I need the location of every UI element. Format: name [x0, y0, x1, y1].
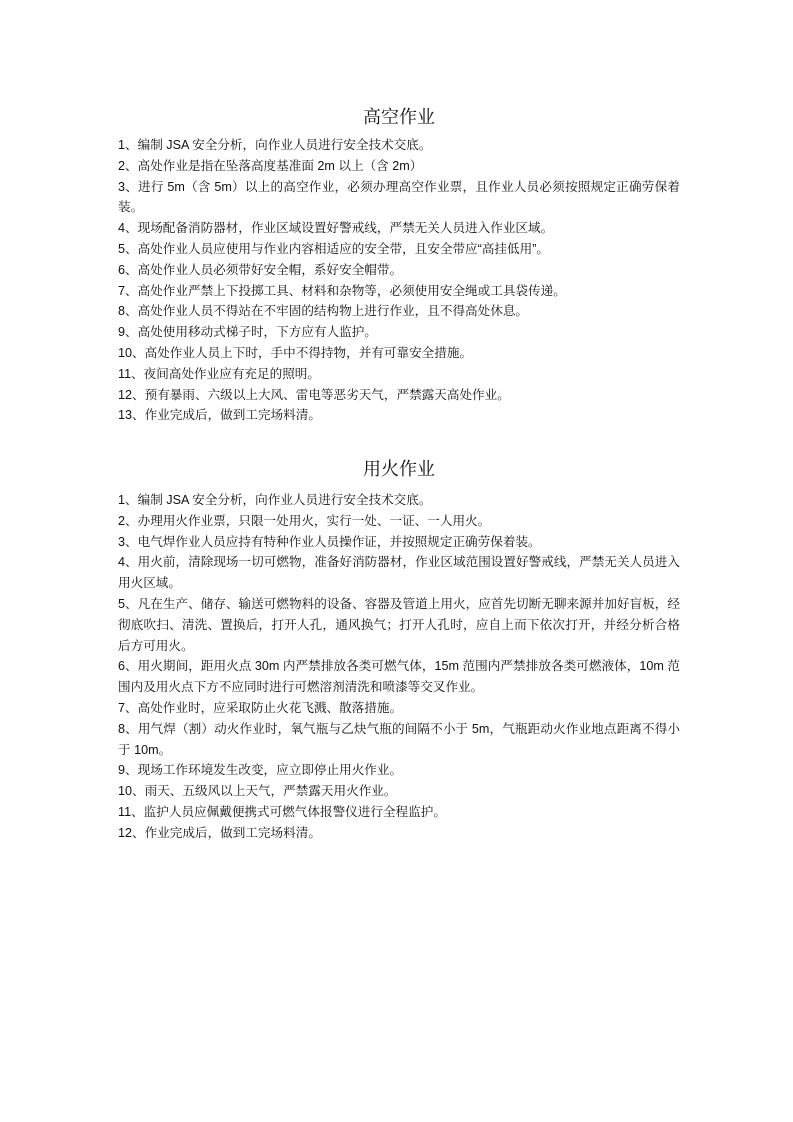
hot-work-list — [118, 490, 680, 844]
list-item: 2、办理用火作业票，只限一处用火，实行一处、一证、一人用火。 — [118, 513, 491, 528]
list-item: 9、高处使用移动式梯子时，下方应有人监护。 — [118, 325, 377, 340]
list-item: 10、高处作业人员上下时，手中不得持物，并有可靠安全措施。 — [118, 345, 473, 360]
list-item: 1、编制 JSA 安全分析，向作业人员进行安全技术交底。 — [118, 493, 432, 507]
list-item: 8、用气焊（割）动火作业时，氧气瓶与乙炔气瓶的间隔不小于 5m，气瓶距动火作业地点距离不得小于 10m。 — [118, 721, 680, 757]
list-item: 1、编制 JSA 安全分析，向作业人员进行安全技术交底。 — [118, 138, 432, 152]
section-title-hot-work: 用火作业 — [363, 459, 435, 479]
list-item: 5、高处作业人员应使用与作业内容相适应的安全带，且安全带应“高挂低用”。 — [118, 241, 549, 256]
list-item: 12、作业完成后，做到工完场料清。 — [118, 825, 321, 840]
list-item: 11、监护人员应佩戴便携式可燃气体报警仪进行全程监护。 — [118, 804, 446, 819]
list-item: 4、现场配备消防器材，作业区域设置好警戒线，严禁无关人员进入作业区域。 — [118, 221, 554, 236]
list-item: 2、高处作业是指在坠落高度基准面 2m 以上（含 2m） — [118, 158, 423, 173]
list-item: 7、高处作业严禁上下投掷工具、材料和杂物等，必须使用安全绳或工具袋传递。 — [118, 283, 566, 298]
list-item: 11、夜间高处作业应有充足的照明。 — [118, 366, 320, 381]
section-title-work-at-height: 高空作业 — [363, 107, 435, 127]
list-item: 13、作业完成后，做到工完场料清。 — [118, 408, 321, 423]
work-at-height-list — [118, 135, 680, 426]
list-item: 12、预有暴雨、六级以上大风、雷电等恶劣天气，严禁露天高处作业。 — [118, 387, 510, 402]
list-item: 3、电气焊作业人员应持有特种作业人员操作证，并按照规定正确劳保着装。 — [118, 534, 541, 549]
list-item: 4、用火前，清除现场一切可燃物，准备好消防器材，作业区域范围设置好警戒线，严禁无关人员进入用火区域。 — [118, 555, 680, 591]
list-item: 7、高处作业时，应采取防止火花飞溅、散落措施。 — [118, 700, 403, 715]
list-item: 6、高处作业人员必须带好安全帽，系好安全帽带。 — [118, 262, 403, 277]
list-item: 3、进行 5m（含 5m）以上的高空作业，必须办理高空作业票，且作业人员必须按照规定正确劳保着装。 — [118, 179, 680, 215]
list-item: 9、现场工作环境发生改变，应立即停止用火作业。 — [118, 763, 403, 778]
list-item: 8、高处作业人员不得站在不牢固的结构物上进行作业，且不得高处休息。 — [118, 304, 529, 319]
list-item: 6、用火期间，距用火点 30m 内严禁排放各类可燃气体，15m 范围内严禁排放各类可燃液体，10m 范围内及用火点下方不应同时进行可燃溶剂清洗和喷漆等交叉作业。 — [118, 659, 680, 695]
list-item: 5、凡在生产、储存、输送可燃物料的设备、容器及管道上用火，应首先切断无聊来源并加好盲板，经彻底吹扫、清洗、置换后，打开人孔，通风换气；打开人孔时，应自上而下依次打开，并经分析合格后方可用火。 — [118, 596, 680, 653]
list-item: 10、雨天、五级风以上天气，严禁露天用火作业。 — [118, 784, 397, 799]
